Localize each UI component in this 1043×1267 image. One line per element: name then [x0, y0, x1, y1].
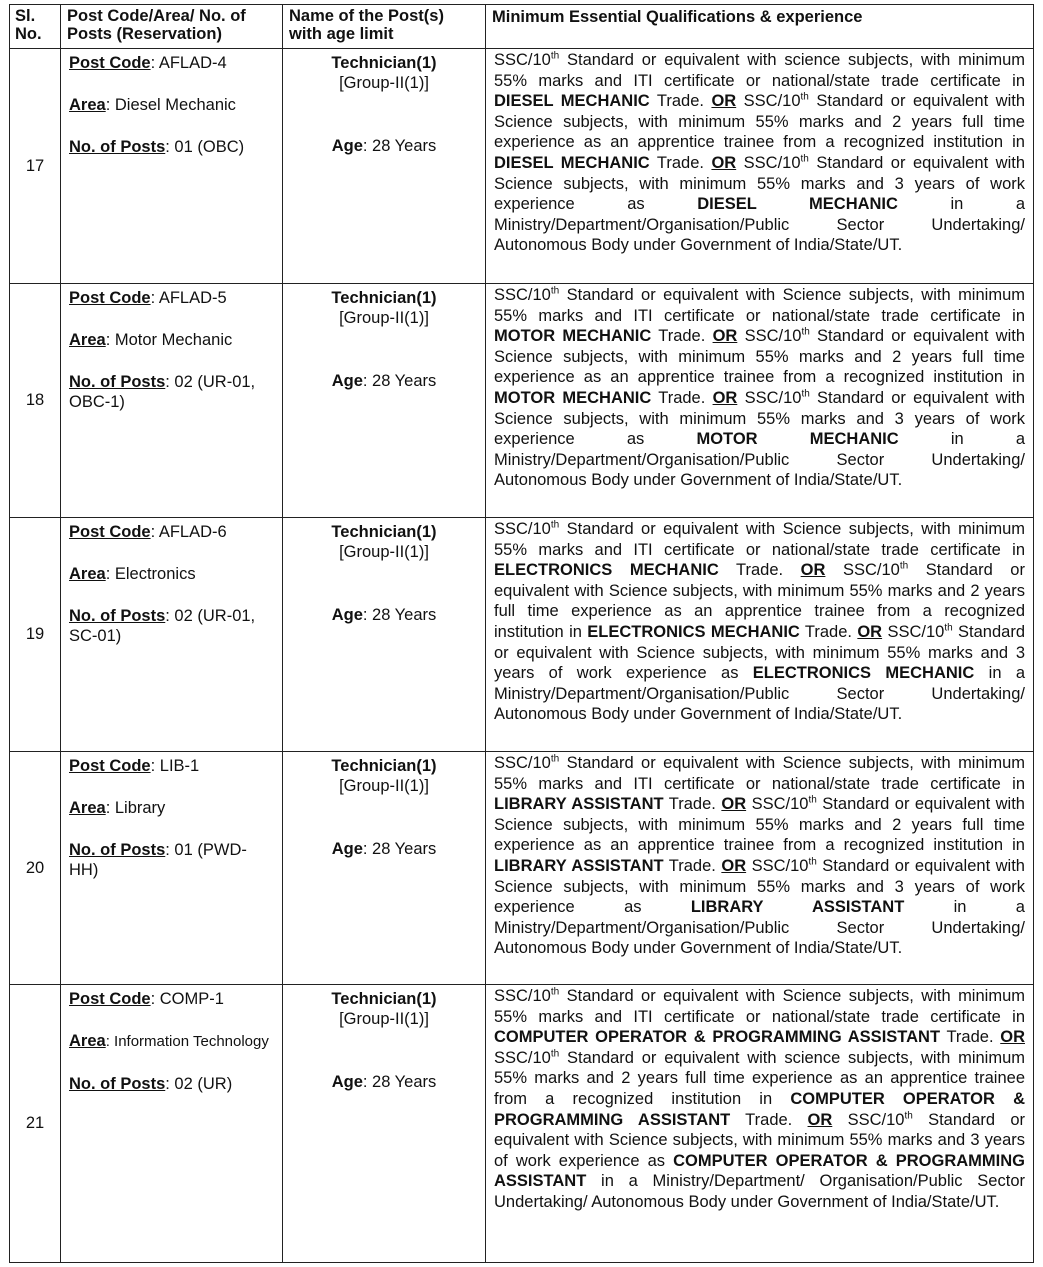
trade-name-2: DIESEL MECHANIC: [494, 153, 650, 172]
sl-no-cell: [10, 284, 61, 518]
qual-sup-1: th: [550, 519, 560, 531]
post-name-cell: [283, 752, 486, 985]
post-name-cell: [283, 985, 486, 1263]
qual-text-1: SSC/10: [494, 51, 551, 69]
or-2: OR: [711, 153, 737, 172]
sl-no: 18: [25, 391, 45, 409]
sl-no: 19: [25, 625, 45, 643]
area-line: [69, 798, 276, 818]
qual-text-2: Standard or equivalent with Science subjects, with minimum 55% marks and ITI certificate or national/state trade certificate in: [494, 987, 1025, 1026]
area-label: Area: [69, 565, 106, 583]
qual-sup-2: th: [801, 326, 810, 338]
table-row: [10, 518, 1034, 752]
qual-text-9: in a Ministry/Department/Organisation/Public Sector Undertaking/ Autonomous Body under Government of India/State/UT.: [494, 898, 1025, 958]
qualification-cell: [486, 49, 1034, 284]
qual-text-4: SSC/10: [825, 561, 900, 580]
qual-text-7: SSC/10: [832, 1110, 905, 1129]
post-title: Technician(1): [331, 54, 437, 72]
qual-text-1: SSC/10: [494, 754, 551, 772]
qual-text-9: in a Ministry/Department/Organisation/Public Sector Undertaking/ Autonomous Body under Government of India/State/UT.: [494, 430, 1025, 490]
sl-no: 17: [25, 156, 45, 175]
qualification-cell: [486, 985, 1034, 1263]
qual-text-3: Trade.: [718, 561, 801, 580]
area-line: [69, 330, 276, 350]
or-2: OR: [712, 388, 738, 407]
post-title: Technician(1): [331, 757, 437, 775]
post-name-cell: [283, 49, 486, 284]
sl-no-cell: [10, 518, 61, 752]
post-code-value: : AFLAD-6: [150, 523, 227, 541]
posts-value: : 02 (UR): [165, 1075, 233, 1093]
qual-text-3: Trade.: [940, 1028, 1001, 1047]
post-group: [Group-II(1)]: [339, 777, 429, 795]
qual-sup-1: th: [550, 753, 560, 765]
header-qualifications: Minimum Essential Qualifications & experience: [486, 5, 1034, 49]
post-name-cell: [283, 518, 486, 752]
qual-text-9: in a Ministry/Department/Organisation/Public Sector Undertaking/ Autonomous Body under Government of India/State/UT.: [494, 664, 1026, 724]
trade-name-3: DIESEL MECHANIC: [697, 195, 898, 214]
qual-text-5: Standard or equivalent with Science subjects, with minimum 55% marks and 2 years full time experience as an apprentice trainee from a recognized institution in: [494, 327, 1025, 387]
trade-name-3: COMPUTER OPERATOR & PROGRAMMING ASSISTANT: [494, 1151, 1025, 1191]
or-1: OR: [712, 327, 738, 346]
qual-sup-2: th: [800, 91, 809, 103]
qual-text-6: Trade.: [649, 153, 712, 172]
table-row: [10, 752, 1034, 985]
area-value: : Electronics: [105, 565, 196, 583]
age-value: : 28 Years: [362, 840, 437, 858]
sl-no-cell: [10, 985, 61, 1263]
posts-label: No. of Posts: [69, 373, 166, 391]
or-1: OR: [800, 561, 826, 580]
post-title: Technician(1): [331, 289, 437, 307]
qual-text-1: SSC/10: [494, 987, 551, 1005]
posts-value: : 02 (UR-01, SC-01): [69, 607, 256, 645]
qual-text-7: SSC/10: [736, 153, 801, 172]
qual-text-6: Trade.: [663, 856, 722, 875]
posts-label: No. of Posts: [69, 138, 166, 156]
trade-name-2: COMPUTER OPERATOR & PROGRAMMING ASSISTANT: [494, 1089, 1025, 1129]
post-code-label: Post Code: [69, 289, 151, 307]
qualification-cell: [486, 752, 1034, 985]
trade-name-2: LIBRARY ASSISTANT: [494, 856, 664, 875]
qual-text-5: Standard or equivalent with Science subjects, with minimum 55% marks and 2 years full time experience as an apprentice trainee from a recognized institution in: [494, 795, 1025, 855]
qual-sup-1: th: [550, 986, 560, 998]
trade-name-1: LIBRARY ASSISTANT: [494, 795, 664, 814]
post-code-label: Post Code: [69, 757, 151, 775]
table-row: [10, 985, 1034, 1263]
table-row: [10, 284, 1034, 518]
trade-name-3: MOTOR MECHANIC: [696, 430, 899, 449]
qual-text-5: Standard or equivalent with Science subjects, with minimum 55% marks and 2 years full time experience as an apprentice trainee from a recognized institution in: [494, 561, 1025, 641]
age-value: : 28 Years: [362, 372, 437, 390]
area-value: : Information Technology: [105, 1033, 269, 1050]
age-label: Age: [331, 606, 363, 624]
age-label: Age: [331, 840, 363, 858]
qualification-cell: [486, 284, 1034, 518]
qualifications-table: [9, 4, 1034, 1263]
qual-text-5: Standard or equivalent with Science subjects, with minimum 55% marks and 2 years full time experience as an apprentice trainee from a recognized institution in: [494, 92, 1025, 152]
area-value: : Library: [105, 799, 166, 817]
qual-text-5: Standard or equivalent with science subjects, with minimum 55% marks and 2 years full time experience as an apprentice trainee from a recognized institution in: [494, 1048, 1025, 1108]
post-code-cell: [61, 284, 283, 518]
qual-text-3: Trade.: [651, 327, 713, 346]
sl-no-cell: [10, 752, 61, 985]
posts-line: [69, 1074, 276, 1094]
or-1: OR: [711, 92, 737, 111]
age-label: Age: [331, 1073, 363, 1091]
or-1: OR: [721, 795, 747, 814]
post-name-cell: [283, 284, 486, 518]
qual-text-2: Standard or equivalent with science subjects, with minimum 55% marks and ITI certificate or national/state trade certificate in: [494, 51, 1025, 90]
qual-text-6: Trade.: [799, 622, 858, 641]
trade-name-1: MOTOR MECHANIC: [494, 327, 652, 346]
area-line: [69, 564, 276, 584]
qual-text-8: Standard or equivalent with Science subjects, with minimum 55% marks and 3 years of work experience as: [494, 153, 1025, 214]
posts-value: : 01 (OBC): [165, 138, 245, 156]
post-code-label: Post Code: [69, 990, 151, 1008]
posts-label: No. of Posts: [69, 841, 166, 859]
qual-text-7: SSC/10: [737, 388, 802, 407]
posts-line: [69, 137, 276, 157]
trade-name-2: ELECTRONICS MECHANIC: [587, 622, 800, 641]
posts-value: : 01 (PWD-HH): [69, 841, 247, 879]
age-limit: [287, 136, 481, 156]
post-group: [Group-II(1)]: [339, 309, 429, 327]
qual-sup-1: th: [550, 285, 560, 297]
post-code-cell: [61, 49, 283, 284]
post-code-line: [69, 288, 276, 308]
post-code-value: : AFLAD-5: [150, 289, 227, 307]
area-label: Area: [69, 331, 106, 349]
qual-text-6: Trade.: [651, 388, 713, 407]
qual-sup-3: th: [944, 622, 953, 634]
sl-no-cell: [10, 49, 61, 284]
post-group: [Group-II(1)]: [339, 74, 429, 92]
post-code-value: : AFLAD-4: [150, 54, 227, 72]
or-2: OR: [857, 622, 883, 641]
qual-text-8: Standard or equivalent with Science subjects, with minimum 55% marks and 3 years of work experience as: [494, 622, 1026, 683]
post-code-cell: [61, 985, 283, 1263]
qual-text-7: SSC/10: [746, 856, 809, 875]
sl-no: 20: [25, 858, 45, 877]
age-value: : 28 Years: [362, 1073, 437, 1091]
posts-line: [69, 840, 276, 880]
age-label: Age: [331, 137, 363, 155]
post-title: Technician(1): [331, 990, 437, 1008]
qual-text-4: SSC/10: [737, 327, 802, 346]
header-sl-no: Sl. No.: [10, 5, 61, 49]
qual-text-6: Trade.: [730, 1110, 808, 1129]
qual-text-7: SSC/10: [882, 622, 945, 641]
post-code-cell: [61, 518, 283, 752]
sl-no: 21: [25, 1114, 45, 1132]
qual-text-4: SSC/10: [746, 795, 809, 814]
age-limit: [287, 605, 481, 625]
trade-name-1: ELECTRONICS MECHANIC: [494, 561, 719, 580]
post-code-label: Post Code: [69, 523, 151, 541]
area-value: : Motor Mechanic: [105, 331, 233, 349]
qual-sup-2: th: [899, 560, 909, 572]
header-post-code: Post Code/Area/ No. of Posts (Reservation): [61, 5, 283, 49]
area-label: Area: [69, 96, 106, 114]
qual-text-9: in a Ministry/Department/ Organisation/Public Sector Undertaking/ Autonomous Body under Government of India/State/UT.: [494, 1172, 1025, 1211]
qual-text-2: Standard or equivalent with Science subjects, with minimum 55% marks and ITI certificate or national/state trade certificate in: [494, 520, 1025, 559]
posts-value: : 02 (UR-01, OBC-1): [69, 373, 256, 411]
or-1: OR: [1000, 1028, 1025, 1047]
post-code-cell: [61, 752, 283, 985]
area-value: : Diesel Mechanic: [105, 96, 236, 114]
trade-name-1: DIESEL MECHANIC: [494, 92, 650, 111]
qual-sup-3: th: [808, 856, 817, 868]
qual-sup-1: th: [550, 50, 560, 62]
post-code-label: Post Code: [69, 54, 151, 72]
trade-name-2: MOTOR MECHANIC: [494, 388, 652, 407]
trade-name-3: LIBRARY ASSISTANT: [690, 898, 905, 917]
post-code-line: [69, 989, 276, 1009]
area-line: [69, 95, 276, 115]
posts-label: No. of Posts: [69, 607, 166, 625]
qual-text-4: SSC/10: [736, 92, 801, 111]
qual-text-8: Standard or equivalent with Science subjects, with minimum 55% marks and 3 years of work experience as: [494, 1110, 1025, 1170]
qual-sup-2: th: [550, 1048, 560, 1060]
post-code-value: : COMP-1: [150, 990, 224, 1008]
qual-sup-3: th: [904, 1110, 913, 1122]
post-group: [Group-II(1)]: [339, 543, 429, 561]
or-2: OR: [721, 856, 747, 875]
header-row: [10, 5, 1034, 49]
age-limit: [287, 371, 481, 391]
or-2: OR: [807, 1110, 833, 1129]
qual-text-8: Standard or equivalent with Science subjects, with minimum 55% marks and 3 years of work experience as: [494, 856, 1025, 917]
age-label: Age: [331, 372, 363, 390]
age-limit: [287, 1072, 481, 1092]
area-line: [69, 1031, 276, 1052]
trade-name-1: COMPUTER OPERATOR & PROGRAMMING ASSISTANT: [494, 1028, 941, 1047]
qual-sup-2: th: [808, 794, 817, 806]
qual-text-4: SSC/10: [494, 1048, 551, 1067]
area-label: Area: [69, 1032, 106, 1050]
area-label: Area: [69, 799, 106, 817]
qual-text-2: Standard or equivalent with Science subjects, with minimum 55% marks and ITI certificate or national/state trade certificate in: [494, 286, 1025, 325]
post-code-line: [69, 53, 276, 73]
qualification-cell: [486, 518, 1034, 752]
post-group: [Group-II(1)]: [339, 1010, 429, 1028]
qual-text-1: SSC/10: [494, 520, 551, 538]
qual-text-8: Standard or equivalent with Science subjects, with minimum 55% marks and 3 years of work experience as: [494, 388, 1025, 449]
posts-line: [69, 372, 276, 412]
qual-sup-3: th: [800, 153, 809, 165]
posts-label: No. of Posts: [69, 1075, 166, 1093]
age-limit: [287, 839, 481, 859]
qual-text-3: Trade.: [663, 795, 722, 814]
post-code-line: [69, 756, 276, 776]
post-code-line: [69, 522, 276, 542]
age-value: : 28 Years: [362, 606, 437, 624]
trade-name-3: ELECTRONICS MECHANIC: [752, 664, 975, 683]
header-post-name: Name of the Post(s) with age limit: [283, 5, 486, 49]
qual-text-3: Trade.: [649, 92, 712, 111]
qual-text-2: Standard or equivalent with Science subjects, with minimum 55% marks and ITI certificate or national/state trade certificate in: [494, 754, 1025, 793]
qual-text-9: in a Ministry/Department/Organisation/Public Sector Undertaking/ Autonomous Body under Government of India/State/UT.: [494, 195, 1025, 255]
age-value: : 28 Years: [362, 137, 437, 155]
qual-text-1: SSC/10: [494, 286, 551, 304]
document-page: [9, 4, 1033, 1263]
post-title: Technician(1): [331, 523, 437, 541]
posts-line: [69, 606, 276, 646]
qual-sup-3: th: [801, 388, 810, 400]
table-row: [10, 49, 1034, 284]
post-code-value: : LIB-1: [150, 757, 200, 775]
